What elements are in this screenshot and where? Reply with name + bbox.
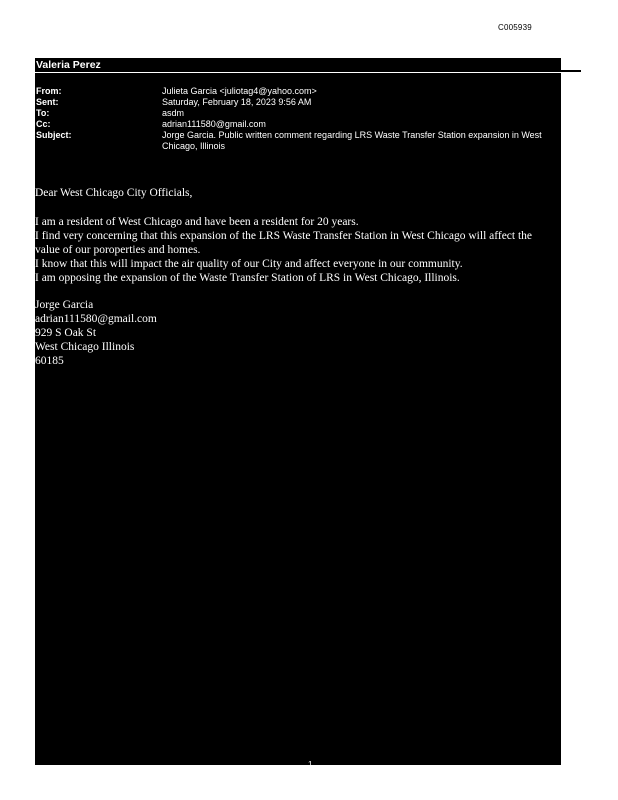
header-sent-label: Sent:	[36, 97, 59, 107]
bates-number: C005939	[498, 23, 532, 32]
header-cc-label: Cc:	[36, 119, 51, 129]
document-page-block	[35, 58, 561, 765]
email-body-line: I find very concerning that this expansion of the LRS Waste Transfer Station in West Chicago will affect the	[35, 230, 533, 242]
email-body-line: value of our poroperties and homes.	[35, 244, 201, 256]
email-greeting: Dear West Chicago City Officials,	[35, 187, 193, 199]
header-to-value: asdm	[162, 108, 185, 118]
email-body-line: I am a resident of West Chicago and have been a resident for 20 years.	[35, 216, 359, 228]
email-body-line: I am opposing the expansion of the Waste Transfer Station of LRS in West Chicago, Illinois.	[35, 272, 460, 284]
header-from-value: Julieta Garcia <juliotag4@yahoo.com>	[162, 86, 317, 96]
header-cc-value: adrian111580@gmail.com	[162, 119, 266, 129]
sender-name: Valeria Perez	[36, 59, 101, 71]
header-to-label: To:	[36, 108, 50, 118]
header-subject-label: Subject:	[36, 130, 72, 140]
signature-city: West Chicago Illinois	[35, 341, 135, 353]
header-subject-value: Jorge Garcia. Public written comment regarding LRS Waste Transfer Station expansion in West Chicago, Illinois	[162, 130, 542, 151]
signature-name: Jorge Garcia	[35, 299, 94, 311]
email-body-line: I know that this will impact the air quality of our City and affect everyone in our community.	[35, 258, 463, 270]
signature-email: adrian111580@gmail.com	[35, 313, 157, 325]
signature-street: 929 S Oak St	[35, 327, 97, 339]
sender-name-divider	[35, 72, 561, 73]
page-number: 1	[308, 760, 313, 769]
header-sent-value: Saturday, February 18, 2023 9:56 AM	[162, 97, 312, 107]
signature-zip: 60185	[35, 355, 64, 367]
header-rule-extension	[561, 70, 581, 72]
header-from-label: From:	[36, 86, 62, 96]
